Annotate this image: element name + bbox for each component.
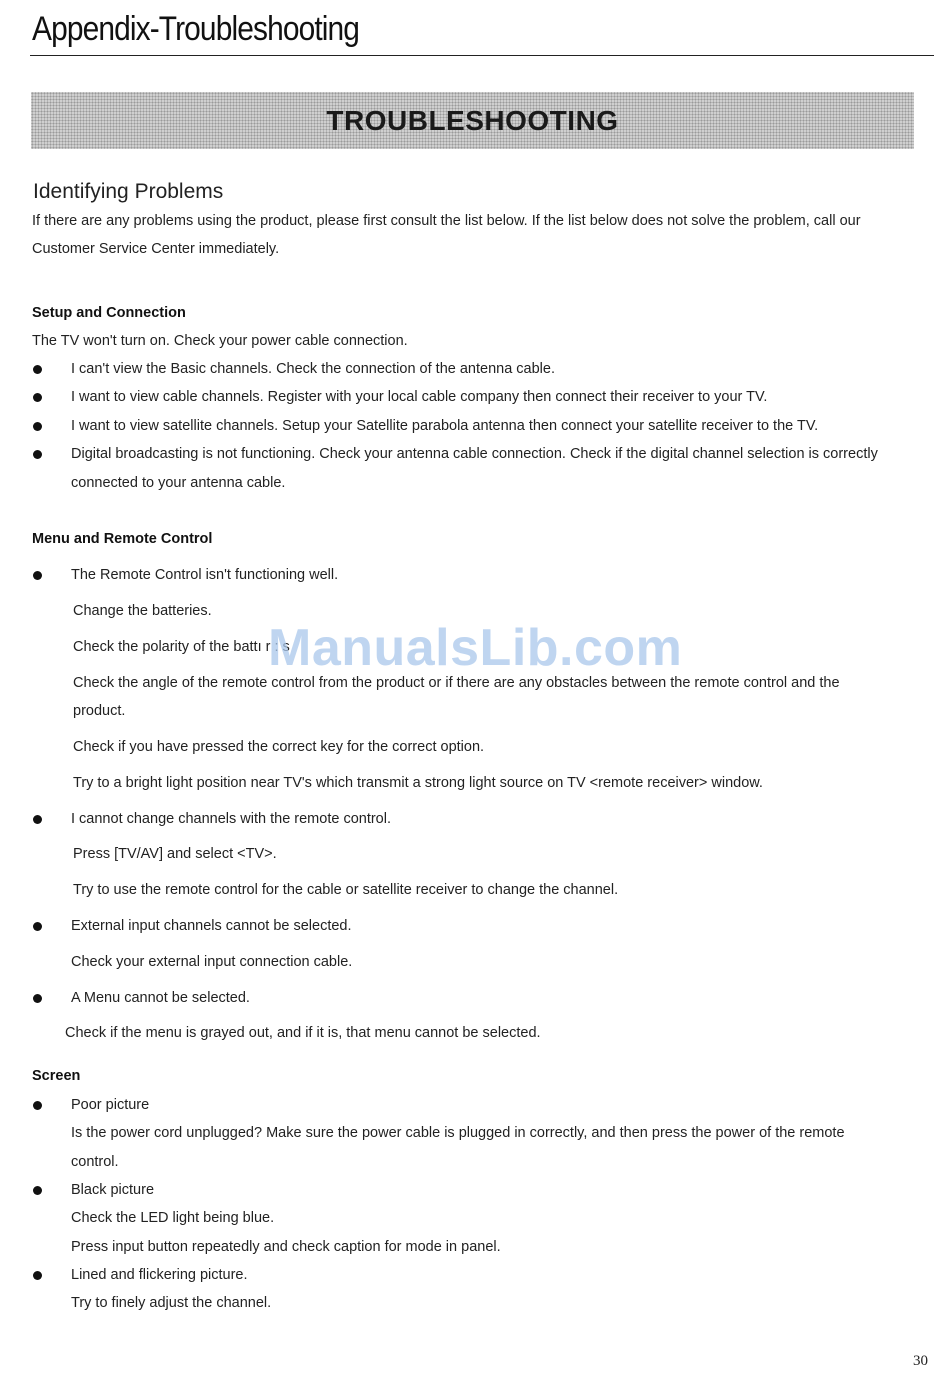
menu-bullet-1-sub-4: Check if you have pressed the correct key for the correct option.: [73, 739, 485, 755]
bullet-icon: [33, 393, 42, 402]
bullet-icon: [33, 422, 42, 431]
banner-title: TROUBLESHOOTING: [326, 104, 619, 136]
page-title: Appendix-Troubleshooting: [32, 10, 360, 48]
screen-bullet-2: Black picture: [71, 1182, 155, 1198]
header-divider: [30, 55, 934, 56]
menu-bullet-1-sub-3-line1: Check the angle of the remote control from the product or if there are any obstacles between the remote control and the: [73, 675, 840, 691]
menu-bullet-1-sub-2: Check the polarity of the battı r : s: [73, 639, 290, 655]
bullet-icon: [33, 994, 42, 1003]
identifying-text-line2: Customer Service Center immediately.: [32, 241, 280, 257]
page-number: 30: [913, 1353, 928, 1369]
bullet-icon: [33, 815, 42, 824]
identifying-heading: Identifying Problems: [33, 180, 224, 203]
screen-bullet-1-sub-1-line2: control.: [71, 1154, 119, 1170]
watermark: ManualsLib.com: [268, 619, 683, 677]
menu-bullet-4-sub-1: Check if the menu is grayed out, and if it is, that menu cannot be selected.: [65, 1025, 541, 1041]
screen-bullet-2-sub-1: Check the LED light being blue.: [71, 1210, 275, 1226]
menu-bullet-2-sub-2: Try to use the remote control for the cable or satellite receiver to change the channel.: [73, 882, 619, 898]
menu-bullet-3: External input channels cannot be selected.: [71, 918, 352, 934]
screen-bullet-3-sub-1: Try to finely adjust the channel.: [71, 1295, 272, 1311]
screen-heading: Screen: [32, 1068, 81, 1084]
bullet-icon: [33, 450, 42, 459]
menu-bullet-2: I cannot change channels with the remote control.: [71, 811, 391, 827]
bullet-icon: [33, 1271, 42, 1280]
menu-bullet-2-sub-1: Press [TV/AV] and select <TV>.: [73, 846, 277, 862]
menu-bullet-1-sub-5: Try to a bright light position near TV's which transmit a strong light source on TV <remote receiver> window.: [73, 775, 763, 791]
setup-bullet-4-line1: Digital broadcasting is not functioning. Check your antenna cable connection. Check if the digital channel selection is correctly: [71, 446, 878, 462]
screen-bullet-1: Poor picture: [71, 1097, 150, 1113]
menu-heading: Menu and Remote Control: [32, 531, 213, 547]
menu-bullet-1-sub-1: Change the batteries.: [73, 603, 212, 619]
setup-intro: The TV won't turn on. Check your power cable connection.: [32, 333, 408, 349]
bullet-icon: [33, 1101, 42, 1110]
section-banner: [31, 92, 914, 149]
menu-bullet-4: A Menu cannot be selected.: [71, 990, 250, 1006]
setup-heading: Setup and Connection: [32, 305, 186, 321]
bullet-icon: [33, 1186, 42, 1195]
setup-bullet-4-line2: connected to your antenna cable.: [71, 475, 286, 491]
setup-bullet-2: I want to view cable channels. Register with your local cable company then connect their receiver to your TV.: [71, 389, 768, 405]
screen-bullet-2-sub-2: Press input button repeatedly and check caption for mode in panel.: [71, 1239, 501, 1255]
menu-bullet-1-sub-3-line2: product.: [73, 703, 126, 719]
screen-bullet-1-sub-1-line1: Is the power cord unplugged? Make sure the power cable is plugged in correctly, and then press the power of the remote: [71, 1125, 845, 1141]
bullet-icon: [33, 365, 42, 374]
identifying-text-line1: If there are any problems using the product, please first consult the list below. If the list below does not solve the problem, call our: [32, 213, 861, 229]
screen-bullet-3: Lined and flickering picture.: [71, 1267, 248, 1283]
bullet-icon: [33, 571, 42, 580]
setup-bullet-3: I want to view satellite channels. Setup your Satellite parabola antenna then connect your satellite receiver to the TV.: [71, 418, 819, 434]
menu-bullet-3-sub-1: Check your external input connection cable.: [71, 954, 353, 970]
menu-bullet-1: The Remote Control isn't functioning well.: [71, 567, 339, 583]
bullet-icon: [33, 922, 42, 931]
setup-bullet-1: I can't view the Basic channels. Check the connection of the antenna cable.: [71, 361, 555, 377]
